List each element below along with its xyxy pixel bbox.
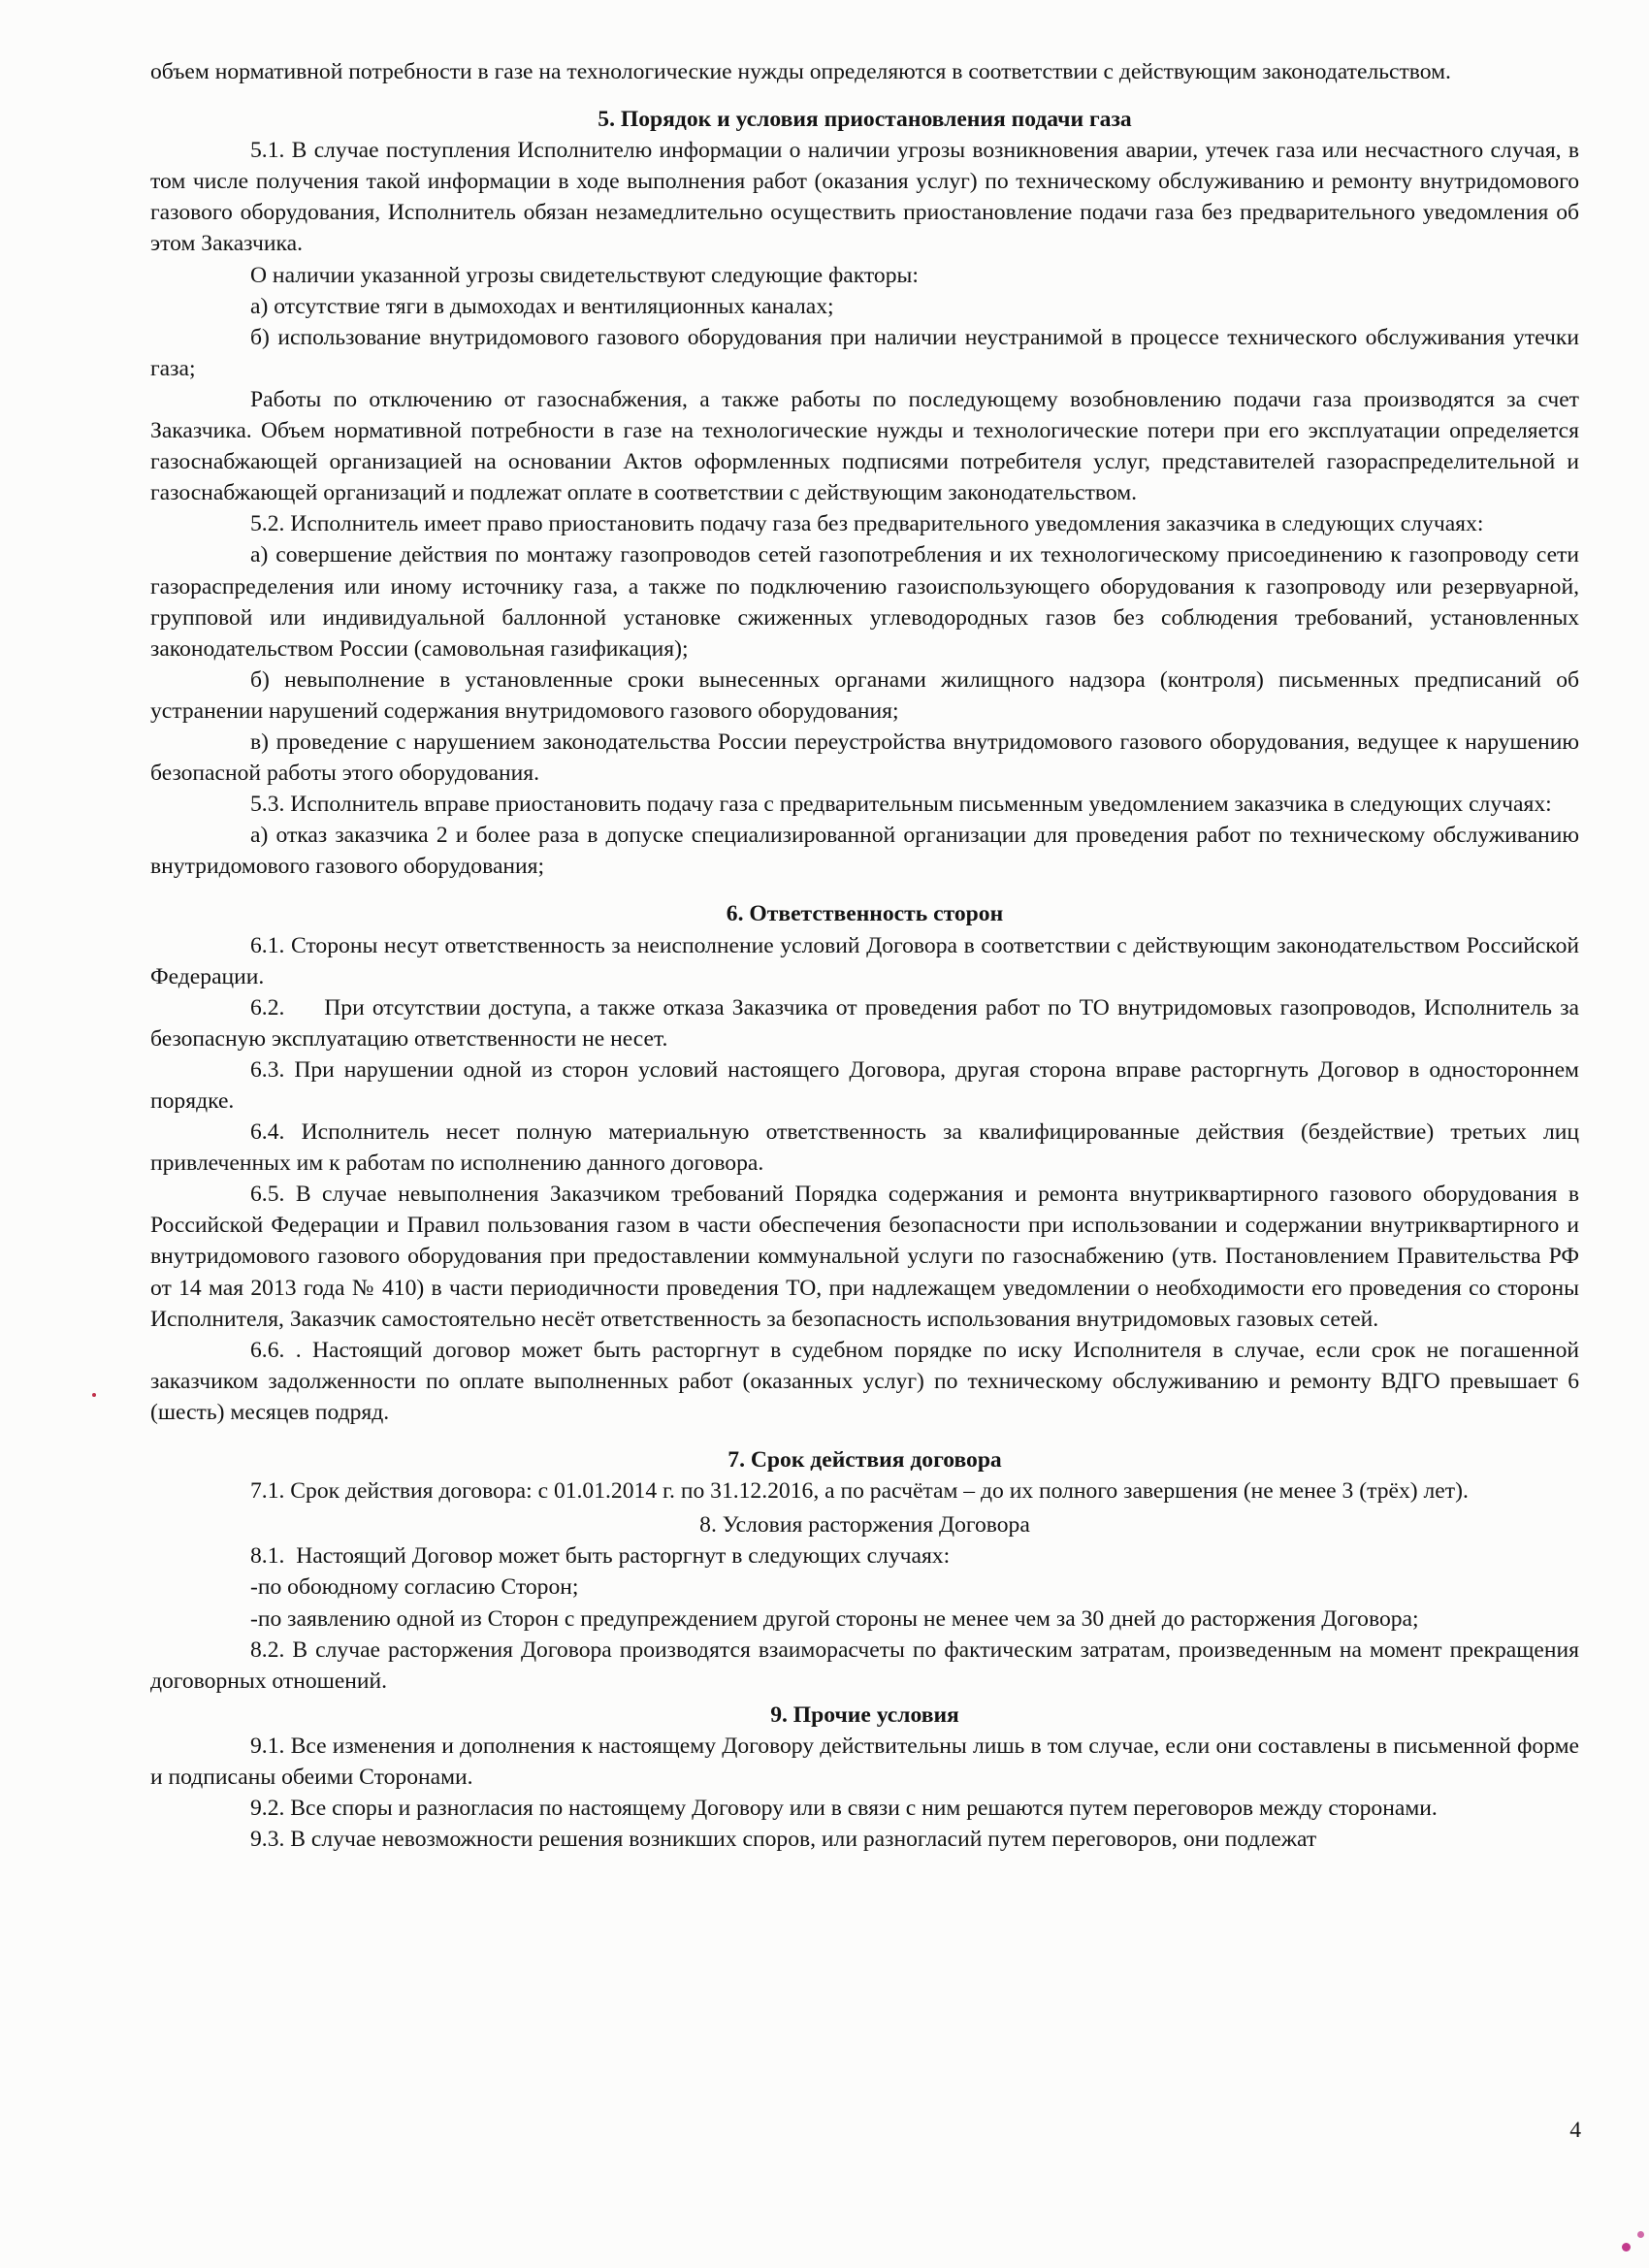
section-5-title: 5. Порядок и условия приостановления подачи газа bbox=[598, 107, 1132, 133]
paragraph-5-3-a: а) отказ заказчика 2 и более раза в допуске специализированной организации для проведения работ по техническому обслуживанию внутридомового газового оборудования; bbox=[150, 823, 1579, 880]
page-number: 4 bbox=[1569, 2118, 1581, 2143]
intro-paragraph: объем нормативной потребности в газе на технологические нужды определяются в соответствии с действующим законодательством. bbox=[150, 59, 1451, 84]
factor-b: б) использование внутридомового газового оборудования при наличии неустранимой в процессе технического обслуживания утечки газа; bbox=[150, 324, 1579, 381]
ink-dot-mark bbox=[92, 1393, 96, 1397]
paragraph-8-1: 8.1. Настоящий Договор может быть расторгнут в следующих случаях: bbox=[250, 1543, 951, 1570]
section-8-title: 8. Условия расторжения Договора bbox=[699, 1512, 1030, 1539]
section-9-title: 9. Прочие условия bbox=[770, 1701, 959, 1728]
paragraph-5-2-a: а) совершение действия по монтажу газопроводов сетей газопотребления и их технологическому присоединению к газопроводу сети газораспределения или иному источнику газа, а также по подключению газоиспользующего оборудования к газопроводу или резервуарной, групповой или индивидуальной баллонной установке сжиженных углеводородных газов без соблюдения требований, установленных законодательством России (самовольная газификация); bbox=[150, 542, 1579, 662]
document-body bbox=[150, 56, 1585, 1855]
paragraph-6-3: 6.3. При нарушении одной из сторон условий настоящего Договора, другая сторона вправе расторгнуть Договор в одностороннем порядке. bbox=[150, 1056, 1579, 1114]
paragraph-5-3: 5.3. Исполнитель вправе приостановить подачу газа с предварительным письменным уведомлением заказчика в следующих случаях: bbox=[250, 792, 1552, 818]
paragraph-5-2: 5.2. Исполнитель имеет право приостановить подачу газа без предварительного уведомления заказчика в следующих случаях: bbox=[250, 511, 1484, 537]
paragraph-7-1: 7.1. Срок действия договора: с 01.01.2014 г. по 31.12.2016, а по расчётам – до их полного завершения (не менее 3 (трёх) лет). bbox=[250, 1478, 1469, 1505]
paragraph-5-2-b: б) невыполнение в установленные сроки вынесенных органами жилищного надзора (контроля) письменных предписаний об устранении нарушений содержания внутридомового газового оборудования; bbox=[150, 666, 1579, 724]
paragraph-6-5: 6.5. В случае невыполнения Заказчиком требований Порядка содержания и ремонта внутриквартирного газового оборудования в Российской Федерации и Правил пользования газом в части обеспечения безопасности при использовании и содержании внутриквартирного и внутридомового газового оборудования при предоставлении коммунальной услуги по газоснабжению (утв. Постановлением Правительства РФ от 14 мая 2013 года № 410) в части периодичности проведения ТО, при надлежащем уведомлении о необходимости его проведения со стороны Исполнителя, Заказчик самостоятельно несёт ответственность за безопасность использования внутридомовых газовых сетей. bbox=[150, 1182, 1579, 1332]
paragraph-8-2: 8.2. В случае расторжения Договора производятся взаиморасчеты по фактическим затратам, произведенным на момент прекращения договорных отношений. bbox=[150, 1636, 1579, 1694]
factor-a: а) отсутствие тяги в дымоходах и вентиляционных каналах; bbox=[250, 293, 834, 319]
section-6-title: 6. Ответственность сторон bbox=[726, 901, 1004, 927]
paragraph-5-1: 5.1. В случае поступления Исполнителю информации о наличии угрозы возникновения аварии, утечек газа или несчастного случая, в том числе получения такой информации в ходе выполнения работ (оказания услуг) по техническому обслуживанию и ремонту внутридомового газового оборудования, Исполнитель обязан незамедлительно осуществить приостановление подачи газа без предварительного уведомления об этом Заказчика. bbox=[150, 138, 1579, 257]
paragraph-9-1: 9.1. Все изменения и дополнения к настоящему Договору действительны лишь в том случае, если они составлены в письменной форме и подписаны обеими Сторонами. bbox=[150, 1733, 1579, 1790]
paragraph-8-1-notice: -по заявлению одной из Сторон с предупреждением другой стороны не менее чем за 30 дней до расторжения Договора; bbox=[250, 1605, 1419, 1632]
paragraph-6-2: 6.2. При отсутствии доступа, а также отказа Заказчика от проведения работ по ТО внутридомовых газопроводов, Исполнитель за безопасную эксплуатацию ответственности не несет. bbox=[150, 994, 1585, 1052]
paragraph-6-6: 6.6. . Настоящий договор может быть расторгнут в судебном порядке по иску Исполнителя в случае, если срок не погашенной заказчиком задолженности по оплате выполненных работ (оказанных услуг) по техническому обслуживанию и ремонту ВДГО превышает 6 (шесть) месяцев подряд. bbox=[150, 1337, 1579, 1425]
paragraph-5-2-v: в) проведение с нарушением законодательства России переустройства внутридомового газового оборудования, ведущее к нарушению безопасной работы этого оборудования. bbox=[150, 729, 1579, 787]
ink-stain-mark bbox=[1622, 2243, 1631, 2252]
paragraph-6-4: 6.4. Исполнитель несет полную материальную ответственность за квалифицированные действия (бездействие) третьих лиц привлеченных им к работам по исполнению данного договора. bbox=[150, 1119, 1579, 1177]
paragraph-9-2: 9.2. Все споры и разногласия по настоящему Договору или в связи с ним решаются путем переговоров между сторонами. bbox=[250, 1796, 1438, 1822]
paragraph-9-3: 9.3. В случае невозможности решения возникших споров, или разногласий путем переговоров, они подлежат bbox=[250, 1827, 1317, 1853]
disconnection-costs-paragraph: Работы по отключению от газоснабжения, а также работы по последующему возобновлению подачи газа производятся за счет Заказчика. Объем нормативной потребности в газе на технологические нужды и технологические потери при его эксплуатации определяется газоснабжающей организацией на основании Актов оформленных подписями потребителя услуг, представителей газораспределительной и газоснабжающей организаций и подлежат оплате в соответствии с действующим законодательством. bbox=[150, 386, 1579, 506]
ink-stain-mark bbox=[1637, 2231, 1644, 2238]
paragraph-8-1-mutual: -по обоюдному согласию Сторон; bbox=[250, 1574, 579, 1601]
threat-factors-intro: О наличии указанной угрозы свидетельствуют следующие факторы: bbox=[250, 262, 919, 288]
section-7-title: 7. Срок действия договора bbox=[728, 1447, 1002, 1474]
paragraph-6-1: 6.1. Стороны несут ответственность за неисполнение условий Договора в соответствии с действующим законодательством Российской Федерации. bbox=[150, 932, 1579, 989]
